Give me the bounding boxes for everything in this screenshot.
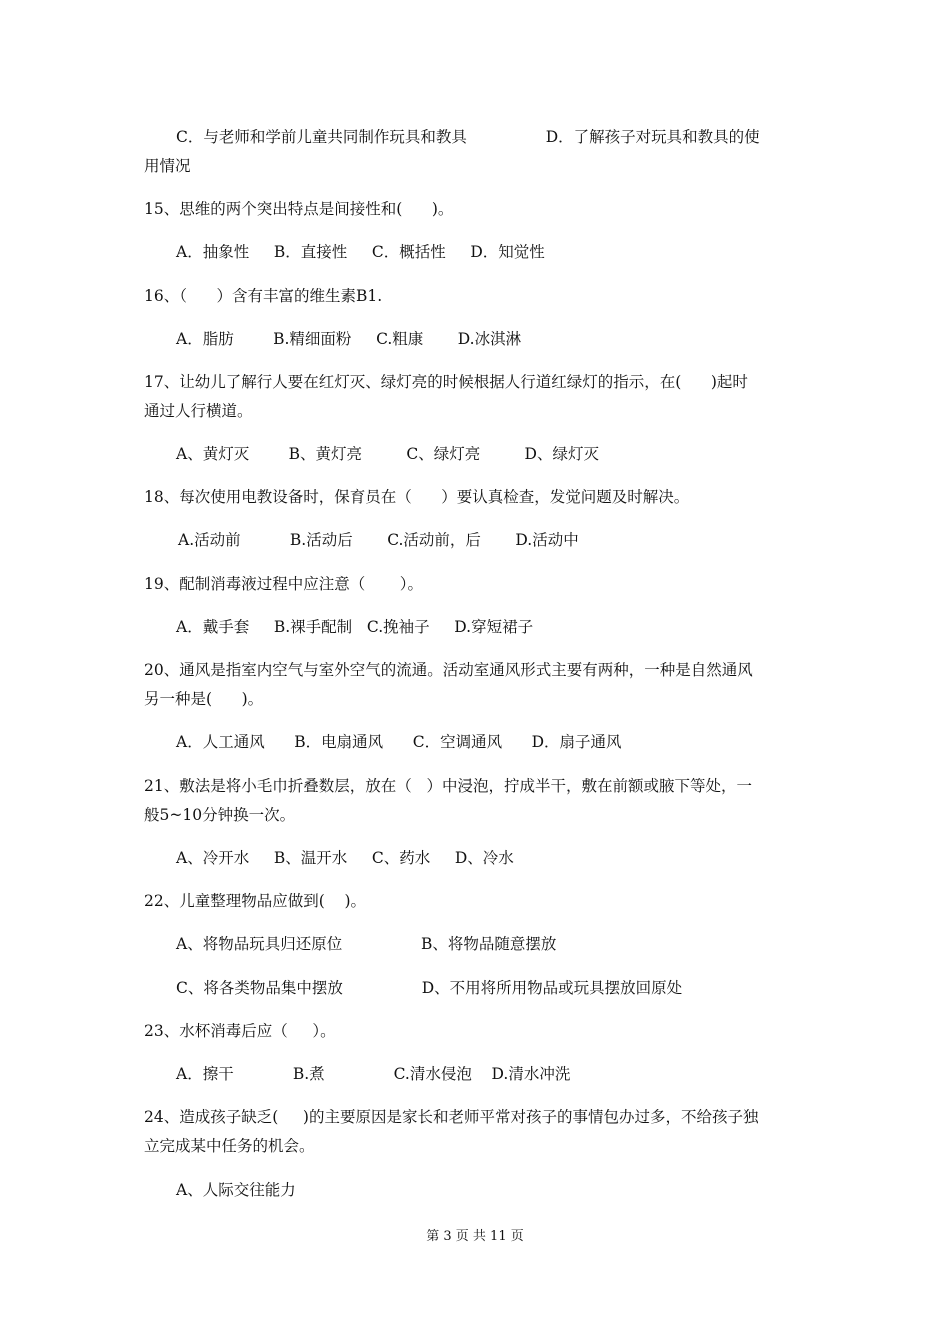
question-22: 22、儿童整理物品应做到( )。 (144, 892, 367, 910)
options-18: A.活动前 B.活动后 C.活动前，后 D.活动中 (178, 531, 579, 549)
question-15: 15、思维的两个突出特点是间接性和( )。 (144, 200, 454, 218)
question-24: 24、造成孩子缺乏( )的主要原因是家长和老师平常对孩子的事情包办过多，不给孩子独 (144, 1108, 759, 1126)
options-22-cd: C、将各类物品集中摆放 D、不用将所用物品或玩具摆放回原处 (176, 979, 683, 997)
question-21: 21、敷法是将小毛巾折叠数层，放在（ ）中浸泡，拧成半干，敷在前额或腋下等处，一 (144, 777, 753, 795)
options-21: A、冷开水 B、温开水 C、药水 D、冷水 (176, 849, 514, 867)
question-16: 16、（ ）含有丰富的维生素B1. (144, 287, 383, 305)
options-20: A．人工通风 B．电扇通风 C．空调通风 D．扇子通风 (176, 733, 622, 751)
text-line: C．与老师和学前儿童共同制作玩具和教具 D．了解孩子对玩具和教具的使 (176, 128, 760, 146)
options-17: A、黄灯灭 B、黄灯亮 C、绿灯亮 D、绿灯灭 (176, 445, 599, 463)
text-line: 另一种是( )。 (144, 690, 264, 708)
options-16: A．脂肪 B.精细面粉 C.粗康 D.冰淇淋 (176, 330, 522, 348)
text-line: 立完成某中任务的机会。 (144, 1137, 315, 1155)
options-22-ab: A、将物品玩具归还原位 B、将物品随意摆放 (176, 935, 557, 953)
options-24: A、人际交往能力 (176, 1181, 296, 1199)
text-line: 通过人行横道。 (144, 402, 253, 420)
text-line: 般5~10分钟换一次。 (144, 806, 296, 824)
question-18: 18、每次使用电教设备时，保育员在（ ）要认真检查，发觉问题及时解决。 (144, 488, 690, 506)
options-15: A．抽象性 B．直接性 C．概括性 D．知觉性 (176, 243, 545, 261)
question-23: 23、水杯消毒后应（ ）。 (144, 1022, 336, 1040)
text-line: 用情况 (144, 157, 191, 175)
question-17: 17、让幼儿了解行人要在红灯灭、绿灯亮的时候根据人行道红绿灯的指示，在( )起时 (144, 373, 748, 391)
page-footer: 第 3 页 共 11 页 (426, 1229, 524, 1244)
question-20: 20、通风是指室内空气与室外空气的流通。活动室通风形式主要有两种，一种是自然通风 (144, 661, 753, 679)
options-19: A．戴手套 B.裸手配制 C.挽袖子 D.穿短裙子 (176, 618, 534, 636)
options-23: A．擦干 B.煮 C.清水侵泡 D.清水冲洗 (176, 1065, 571, 1083)
question-19: 19、配制消毒液过程中应注意（ ）。 (144, 575, 423, 593)
